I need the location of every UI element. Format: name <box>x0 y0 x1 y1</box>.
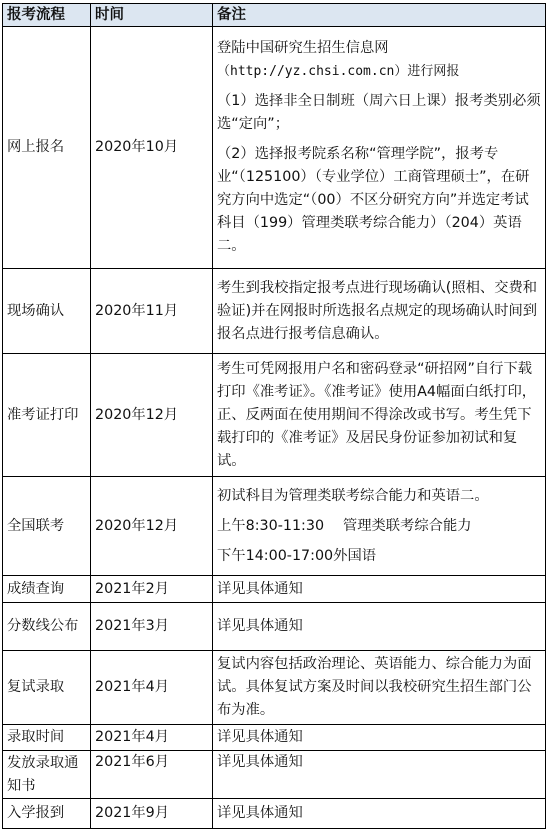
time-cell: 2020年12月 <box>91 477 213 576</box>
time-cell: 2021年3月 <box>91 603 213 651</box>
note-line: （http://yz.chsi.com.cn）进行网报 <box>217 64 460 79</box>
note-cell: 详见具体通知 <box>213 725 546 751</box>
table-row <box>3 27 546 269</box>
table-row <box>3 576 546 603</box>
header-time: 时间 <box>91 4 213 27</box>
step-cell: 网上报名 <box>3 27 91 269</box>
note-cell <box>213 269 546 354</box>
time-cell: 2021年6月 <box>91 751 213 799</box>
table-row <box>3 799 546 829</box>
step-cell: 现场确认 <box>3 269 91 354</box>
note-cell <box>213 27 546 269</box>
time-cell: 2020年10月 <box>91 27 213 269</box>
step-cell: 准考证打印 <box>3 354 91 477</box>
note-cell: 详见具体通知 <box>213 751 546 799</box>
note-cell <box>213 477 546 576</box>
note-cell: 详见具体通知 <box>213 603 546 651</box>
step-cell: 录取时间 <box>3 725 91 751</box>
time-cell: 2020年12月 <box>91 354 213 477</box>
time-cell: 2021年9月 <box>91 799 213 829</box>
note-line: 考生到我校指定报考点进行现场确认(照相、交费和验证)并在网报时所选报名点规定的现场确认时间到报名点进行报考信息确认。 <box>217 279 538 342</box>
note-line: （1）选择非全日制班（周六日上课）报考类别必须选“定向”； <box>217 93 541 132</box>
table-header-row <box>3 4 546 27</box>
note-cell: 详见具体通知 <box>213 576 546 603</box>
step-cell: 发放录取通知书 <box>3 751 91 799</box>
table-row <box>3 603 546 651</box>
time-cell: 2021年2月 <box>91 576 213 603</box>
note-line: （2）选择报考院系名称“管理学院”，报考专业“（125100）（专业学位）工商管理硕士”，在研究方向中选定“（00）不区分研究方向”并选定考试 科目（199）管理类联考综合能力）（204）英语二。 <box>217 146 548 254</box>
time-cell: 2020年11月 <box>91 269 213 354</box>
note-line: 上午8:30-11:30 管理类联考综合能力 <box>217 517 472 534</box>
table-row <box>3 477 546 576</box>
step-cell: 成绩查询 <box>3 576 91 603</box>
note-line: 初试科目为管理类联考综合能力和英语二。 <box>217 487 489 504</box>
table-row <box>3 651 546 725</box>
note-line: 考生可凭网报用户名和密码登录“研招网”自行下载打印《准考证》。《准考证》使用A4幅面白纸打印，正、反两面在使用期间不得涂改或书写。考生凭下载打印的《准考证》及居民身份证参加初试和复试。 <box>217 360 537 469</box>
note-line: 复试内容包括政治理论、英语能力、综合能力为面试。具体复试方案及时间以我校研究生招生部门公布为准。 <box>217 656 532 718</box>
table-row <box>3 269 546 354</box>
step-cell: 入学报到 <box>3 799 91 829</box>
step-cell: 全国联考 <box>3 477 91 576</box>
step-cell: 复试录取 <box>3 651 91 725</box>
note-cell: 详见具体通知 <box>213 799 546 829</box>
note-cell <box>213 651 546 725</box>
admission-process-table <box>2 3 546 829</box>
table-row <box>3 751 546 799</box>
time-cell: 2021年4月 <box>91 725 213 751</box>
note-line: 下午14:00-17:00外国语 <box>217 547 377 564</box>
header-step: 报考流程 <box>3 4 91 27</box>
note-cell <box>213 354 546 477</box>
note-line: 登陆中国研究生招生信息网 <box>217 40 389 56</box>
table-row <box>3 354 546 477</box>
header-note: 备注 <box>213 4 546 27</box>
table-row <box>3 725 546 751</box>
step-cell: 分数线公布 <box>3 603 91 651</box>
time-cell: 2021年4月 <box>91 651 213 725</box>
